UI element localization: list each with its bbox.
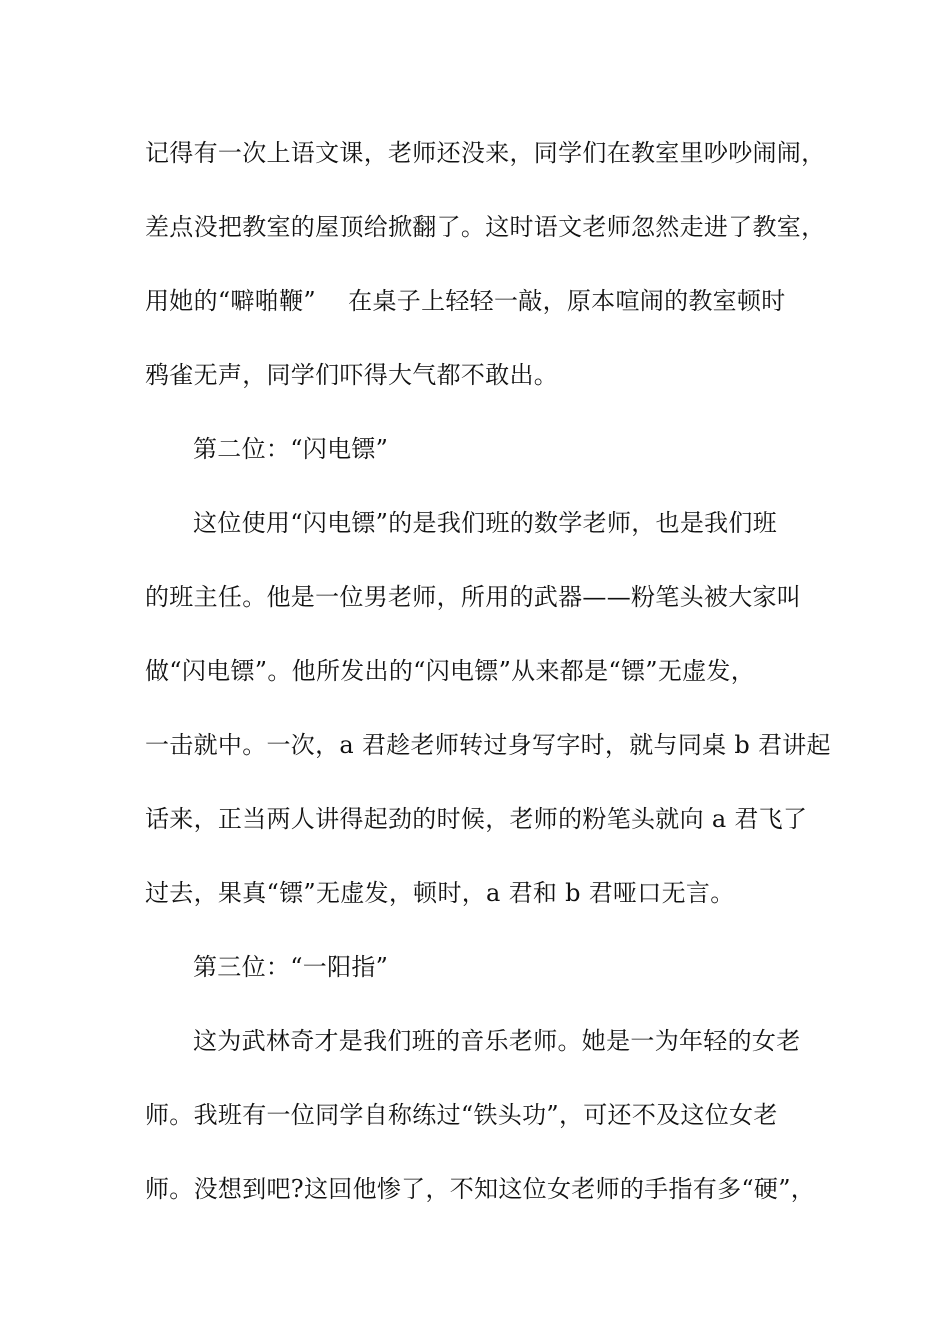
paragraph-line-13: 这为武林奇才是我们班的音乐老师。她是一为年轻的女老 — [193, 1027, 801, 1055]
paragraph-line-7: 的班主任。他是一位男老师，所用的武器——粉笔头被大家叫 — [145, 583, 802, 611]
paragraph-line-15: 师。没想到吧?这回他惨了，不知这位女老师的手指有多“硬”， — [145, 1175, 816, 1203]
paragraph-line-1: 记得有一次上语文课，老师还没来，同学们在教室里吵吵闹闹， — [145, 139, 826, 167]
paragraph-line-10: 话来，正当两人讲得起劲的时候，老师的粉笔头就向 a 君飞了 — [145, 805, 808, 833]
paragraph-line-3: 用她的“噼啪鞭” 在桌子上轻轻一敲，原本喧闹的教室顿时 — [145, 287, 786, 315]
paragraph-line-2: 差点没把教室的屋顶给掀翻了。这时语文老师忽然走进了教室， — [145, 213, 826, 241]
paragraph-line-9: 一击就中。一次，a 君趁老师转过身写字时，就与同桌 b 君讲起 — [145, 731, 831, 759]
paragraph-line-6: 这位使用“闪电镖”的是我们班的数学老师，也是我们班 — [193, 509, 778, 537]
section-heading-2: 第二位：“闪电镖” — [193, 435, 389, 463]
paragraph-line-4: 鸦雀无声，同学们吓得大气都不敢出。 — [145, 361, 559, 389]
paragraph-line-11: 过去，果真“镖”无虚发，顿时，a 君和 b 君哑口无言。 — [145, 879, 735, 907]
section-heading-3: 第三位：“一阳指” — [193, 953, 389, 981]
paragraph-line-8: 做“闪电镖”。他所发出的“闪电镖”从来都是“镖”无虚发， — [145, 657, 756, 685]
paragraph-line-14: 师。我班有一位同学自称练过“铁头功”，可还不及这位女老 — [145, 1101, 778, 1129]
